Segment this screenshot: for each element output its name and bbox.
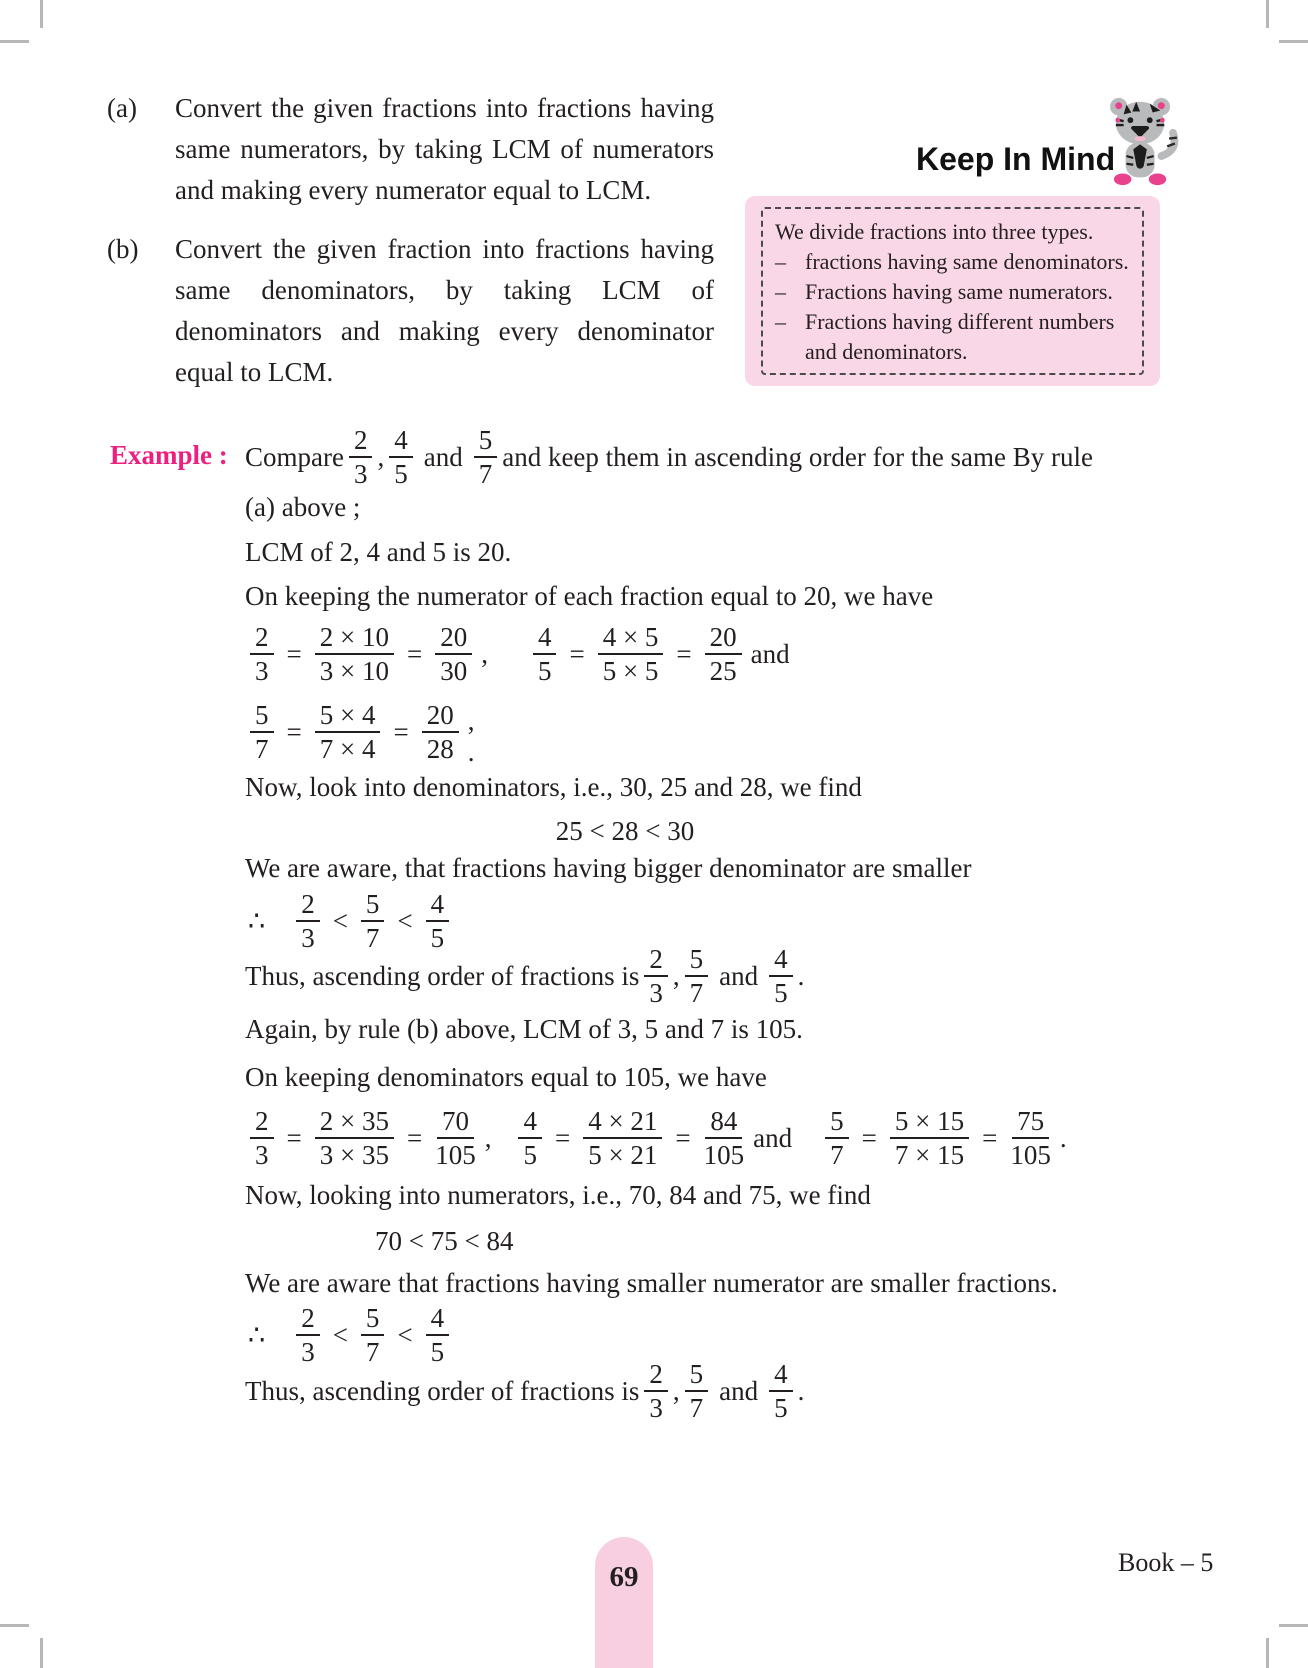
thus-prefix-text: Thus, ascending order of fractions is [245,960,640,991]
fraction: $\frac{2}{3}$ [644,944,668,1008]
rule-a-label: (a) [107,93,137,123]
and-word: and [750,638,790,669]
equals-sign: = [286,638,302,669]
keep-numerator-line: On keeping the numerator of each fraction equal to 20, we have [245,581,934,611]
equals-sign: = [286,1122,302,1153]
dash-bullet: – [775,249,786,274]
rule-a [107,88,714,211]
fraction: $\frac{2}{3}$ [250,1106,274,1170]
page-number-tab [595,1537,653,1668]
crop-mark-top-left-horizontal [0,40,29,43]
fraction: $\frac{4}{5}$ [389,425,413,489]
fraction: $\frac{4 \times 5}{5 \times 5}$ [598,622,664,686]
rule-b-label: (b) [107,234,139,264]
rule-b [107,229,714,393]
crop-mark-bottom-left-horizontal [0,1624,29,1627]
fraction: $\frac{2}{3}$ [644,1359,668,1423]
fraction: $\frac{4}{5}$ [533,622,557,686]
numerator-work-row-1 [245,620,796,688]
fraction: $\frac{4}{5}$ [769,1359,793,1423]
fraction: $\frac{2 \times 10}{3 \times 10}$ [315,622,394,686]
fraction: $\frac{5}{7}$ [685,944,709,1008]
therefore-sign: ∴ [248,1319,266,1350]
and-word: and [719,960,759,991]
period: . [797,960,805,991]
less-than-sign: < [332,905,348,936]
and-word: and [423,441,463,472]
keep-in-mind-box [745,196,1160,386]
equals-sign: = [393,716,409,747]
now-denominators-line: Now, look into denominators, i.e., 30, 25 and 28, we find [245,772,862,802]
kim-item-1-text: fractions having same denominators. [805,249,1129,274]
crop-mark-bottom-left-vertical [40,1638,43,1668]
equation-4-5 [528,622,796,686]
fraction: $\frac{20}{30}$ [435,622,472,686]
example-sentence [245,424,1093,490]
equals-sign: = [675,1122,691,1153]
denominator-work-row [245,1104,1067,1172]
fraction: $\frac{4}{5}$ [426,889,450,953]
equation-5-7 [245,700,475,767]
fraction: $\frac{20}{28}$ [422,700,459,764]
fraction: $\frac{5}{7}$ [361,889,385,953]
equals-sign: = [982,1122,998,1153]
comma: , [484,1122,492,1153]
comma: , [672,960,680,991]
fraction: $\frac{20}{25}$ [705,622,742,686]
kim-item-3 [775,307,1130,367]
thus-row-1 [245,943,804,1009]
comma: , [377,441,385,472]
rule-a-text: Convert the given fractions into fractions having same numerators, by taking LCM of numerators and making every numerator equal to LCM. [175,93,714,205]
equation-2-3-105 [245,1106,491,1170]
aware-numerator-line: We are aware that fractions having smaller numerator are smaller fractions. [245,1268,1058,1298]
period: . [467,737,475,767]
kim-item-3-text: Fractions having different numbers and denominators. [805,309,1115,364]
tiger-icon [1103,96,1181,188]
rules-list [107,88,714,411]
equation-4-5-105 [513,1106,798,1170]
fraction: $\frac{4}{5}$ [518,1106,542,1170]
kim-item-2-text: Fractions having same numerators. [805,279,1113,304]
equals-sign: = [569,638,585,669]
less-than-sign: < [397,905,413,936]
kim-item-2 [775,277,1130,307]
fraction: $\frac{5 \times 15}{7 \times 15}$ [890,1106,969,1170]
example-compare-word: Compare [245,441,344,472]
comma: , [481,638,488,669]
fraction: $\frac{84}{105}$ [703,1106,745,1170]
equation-5-7-105 [820,1106,1066,1170]
fraction: $\frac{2 \times 35}{3 \times 35}$ [315,1106,394,1170]
equals-sign: = [406,638,423,669]
kim-item-1 [775,247,1130,277]
fraction: $\frac{4}{5}$ [426,1303,450,1367]
less-than-sign: < [397,1319,413,1350]
fraction: $\frac{2}{3}$ [296,1303,320,1367]
thus-row-2 [245,1358,804,1424]
lcm-line: LCM of 2, 4 and 5 is 20. [245,537,512,567]
crop-mark-bottom-right-horizontal [1279,1624,1308,1627]
fraction: $\frac{75}{105}$ [1010,1106,1051,1170]
equation-2-3 [245,622,488,686]
example-rest-text: and keep them in ascending order for the same By rule [502,441,1094,472]
fraction: $\frac{5}{7}$ [825,1106,849,1170]
fraction: $\frac{4 \times 21}{5 \times 21}$ [583,1106,662,1170]
equals-sign: = [286,716,302,747]
fraction: $\frac{4}{5}$ [769,944,793,1008]
fraction: $\frac{2}{3}$ [250,622,274,686]
kim-intro: We divide fractions into three types. [775,219,1094,244]
crop-mark-top-right-vertical [1266,0,1269,28]
thus-prefix-text: Thus, ascending order of fractions is [245,1375,640,1406]
example-above-line: (a) above ; [245,492,361,522]
equals-sign: = [406,1122,423,1153]
numerator-work-row-2 [245,698,474,766]
example-label: Example : [110,440,228,470]
period: . [797,1375,805,1406]
inequality-denominators: 25 < 28 < 30 [555,816,695,846]
page-number: 69 [609,1561,639,1593]
dash-bullet: – [775,279,786,304]
crop-mark-top-right-horizontal [1279,40,1308,43]
fraction: $\frac{70}{105}$ [435,1106,476,1170]
aware-denominator-line: We are aware, that fractions having bigger denominator are smaller [245,853,972,883]
equals-sign: = [861,1122,877,1153]
comma: , [672,1375,680,1406]
equals-sign: = [676,638,692,669]
dash-bullet: – [775,309,786,334]
crop-mark-bottom-right-vertical [1266,1638,1269,1668]
book-label: Book – 5 [1118,1548,1214,1577]
keep-in-mind-inner [761,207,1144,375]
keep-denominator-line: On keeping denominators equal to 105, we have [245,1062,767,1092]
fraction: $\frac{5}{7}$ [250,700,274,764]
equals-sign: = [554,1122,571,1153]
fraction: $\frac{2}{3}$ [296,889,320,953]
again-rule-line: Again, by rule (b) above, LCM of 3, 5 and 7 is 105. [245,1014,803,1044]
less-than-sign: < [332,1319,348,1350]
fraction: $\frac{5}{7}$ [361,1303,385,1367]
comma: , [467,706,475,736]
fraction: $\frac{5 \times 4}{7 \times 4}$ [315,700,381,764]
rule-b-text: Convert the given fraction into fractions having same denominators, by taking LCM of denominators and making every denominator equal to LCM. [175,234,714,387]
comma-period-stack [467,706,475,767]
fraction: $\frac{2}{3}$ [349,425,373,489]
fraction: $\frac{5}{7}$ [685,1359,709,1423]
therefore-sign: ∴ [248,905,266,936]
and-word: and [753,1122,793,1153]
keep-in-mind-title: Keep In Mind [916,141,1116,177]
now-numerators-line: Now, looking into numerators, i.e., 70, 84 and 75, we find [245,1180,871,1210]
period: . [1059,1122,1067,1153]
inequality-numerators: 70 < 75 < 84 [375,1226,514,1256]
fraction: $\frac{5}{7}$ [474,425,498,489]
crop-mark-top-left-vertical [40,0,43,28]
and-word: and [719,1375,759,1406]
